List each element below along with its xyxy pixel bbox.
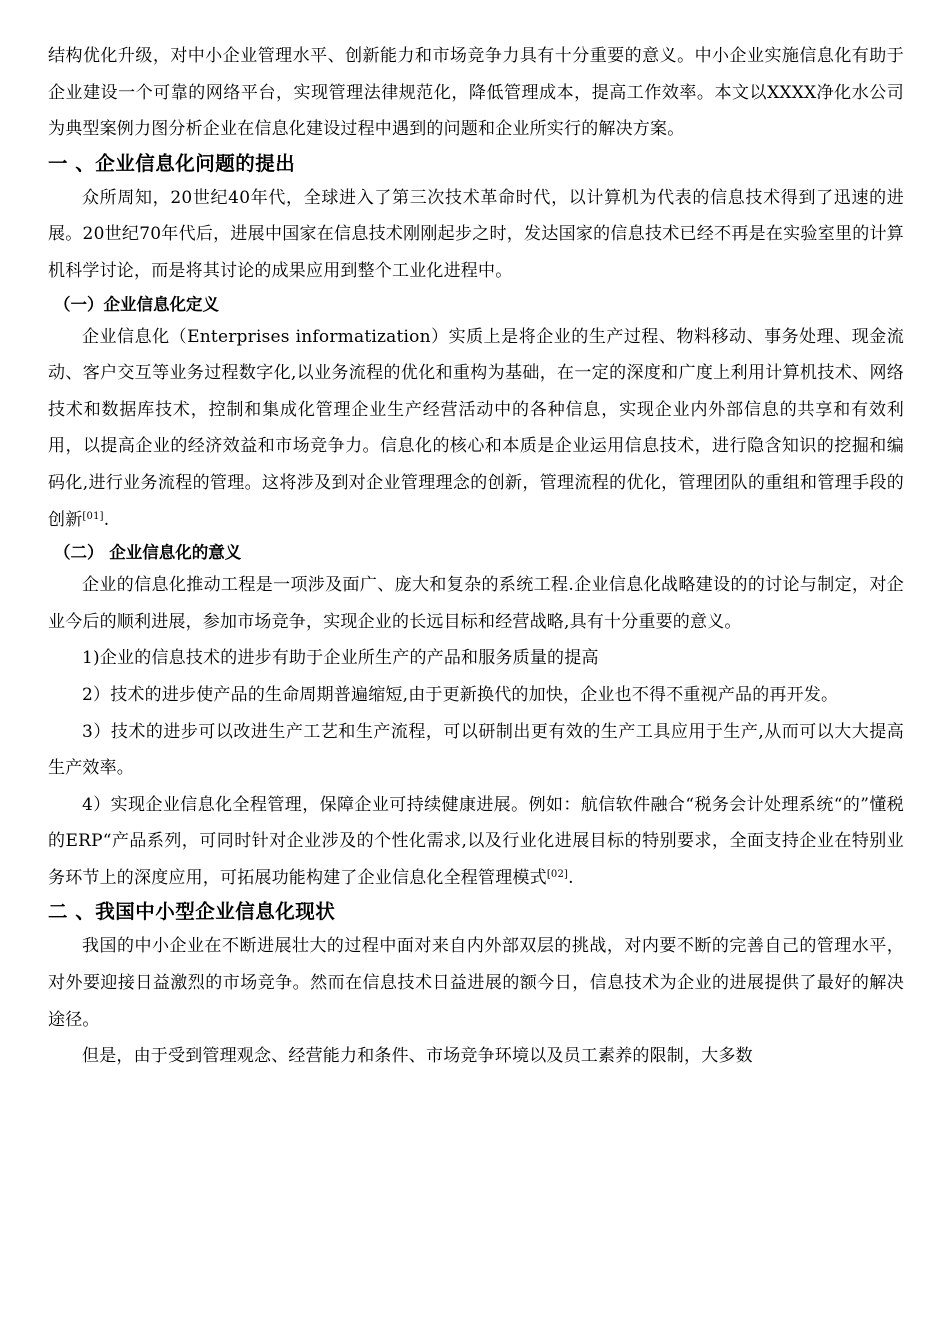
definition-text: 企业信息化（Enterprises informatization）实质上是将企业的生产过程、物料移动、事务处理、现金流动、客户交互等业务过程数字化,以业务流程的优化和重构为基础，在一定的深度和广度上利用计算机技术、网络技术和数据库技术，控制和集成化管理企业生产经营活动中的各种信息，实现企业内外部信息的共享和有效利用，以提高企业的经济效益和市场竞争力。信息化的核心和本质是企业运用信息技术，进行隐含知识的挖掘和编码化,进行业务流程的管理。这将涉及到对企业管理理念的创新，管理流程的优化，管理团队的重组和管理手段的创新 bbox=[48, 326, 904, 530]
subsection-heading-definition: （一）企业信息化定义 bbox=[54, 294, 219, 314]
list-item-3: 3）技术的进步可以改进生产工艺和生产流程，可以研制出更有效的生产工具应用于生产,从而可以大大提高生产效率。 bbox=[48, 721, 904, 779]
document-body bbox=[48, 38, 904, 1075]
section-two-paragraph-1: 我国的中小企业在不断进展壮大的过程中面对来自内外部双层的挑战，对内要不断的完善自己的管理水平，对外要迎接日益激烈的市场竞争。然而在信息技术日益进展的额今日，信息技术为企业的进展提供了最好的解决途径。 bbox=[48, 936, 904, 1030]
list-item-2: 2）技术的进步使产品的生命周期普遍缩短,由于更新换代的加快，企业也不得不重视产品的再开发。 bbox=[82, 684, 839, 705]
definition-paragraph: 企业信息化（Enterprises informatization）实质上是将企业的生产过程、物料移动、事务处理、现金流动、客户交互等业务过程数字化,以业务流程的优化和重构为基础，在一定的深度和广度上利用计算机技术、网络技术和数据库技术，控制和集成化管理企业生产经营活动中的各种信息，实现企业内外部信息的共享和有效利用，以提高企业的经济效益和市场竞争力。信息化的核心和本质是企业运用信息技术，进行隐含知识的挖掘和编码化,进行业务流程的管理。这将涉及到对企业管理理念的创新，管理流程的优化，管理团队的重组和管理手段的创新[01]. bbox=[48, 326, 904, 530]
section-one-paragraph: 众所周知，20世纪40年代，全球进入了第三次技术革命时代，以计算机为代表的信息技术得到了迅速的进展。20世纪70年代后，进展中国家在信息技术刚刚起步之时，发达国家的信息技术已经不再是在实验室里的计算机科学讨论，而是将其讨论的成果应用到整个工业化进程中。 bbox=[48, 187, 904, 281]
significance-paragraph: 企业的信息化推动工程是一项涉及面广、庞大和复杂的系统工程.企业信息化战略建设的的讨论与制定，对企业今后的顺利进展，参加市场竞争，实现企业的长远目标和经营战略,具有十分重要的意义。 bbox=[48, 575, 904, 632]
section-two-paragraph-2: 但是，由于受到管理观念、经营能力和条件、市场竞争环境以及员工素养的限制，大多数 bbox=[82, 1046, 753, 1067]
list-item-4-text: 4）实现企业信息化全程管理，保障企业可持续健康进展。例如：航信软件融合“税务会计处理系统“的”懂税的ERP“产品系列，可同时针对企业涉及的个性化需求,以及行业化进展目标的特别要求，全面支持企业在特别业务环节上的深度应用，可拓展功能构建了企业信息化全程管理模式 bbox=[48, 794, 904, 888]
list-item-4: 4）实现企业信息化全程管理，保障企业可持续健康进展。例如：航信软件融合“税务会计处理系统“的”懂税的ERP“产品系列，可同时针对企业涉及的个性化需求,以及行业化进展目标的特别要求，全面支持企业在特别业务环节上的深度应用，可拓展功能构建了企业信息化全程管理模式[02]. bbox=[48, 794, 904, 888]
citation-02: [02] bbox=[546, 868, 569, 880]
citation-01: [01] bbox=[82, 510, 104, 522]
section-heading-one: 一 、企业信息化问题的提出 bbox=[48, 151, 296, 175]
subsection-heading-significance: （二） 企业信息化的意义 bbox=[54, 543, 242, 563]
intro-paragraph: 结构优化升级，对中小企业管理水平、创新能力和市场竞争力具有十分重要的意义。中小企业实施信息化有助于企业建设一个可靠的网络平台，实现管理法律规范化，降低管理成本，提高工作效率。本文以XXXX净化水公司为典型案例力图分析企业在信息化建设过程中遇到的问题和企业所实行的解决方案。 bbox=[48, 46, 904, 140]
section-heading-two: 二 、我国中小型企业信息化现状 bbox=[48, 900, 336, 924]
list-item-1: 1)企业的信息技术的进步有助于企业所生产的产品和服务质量的提高 bbox=[82, 648, 599, 669]
